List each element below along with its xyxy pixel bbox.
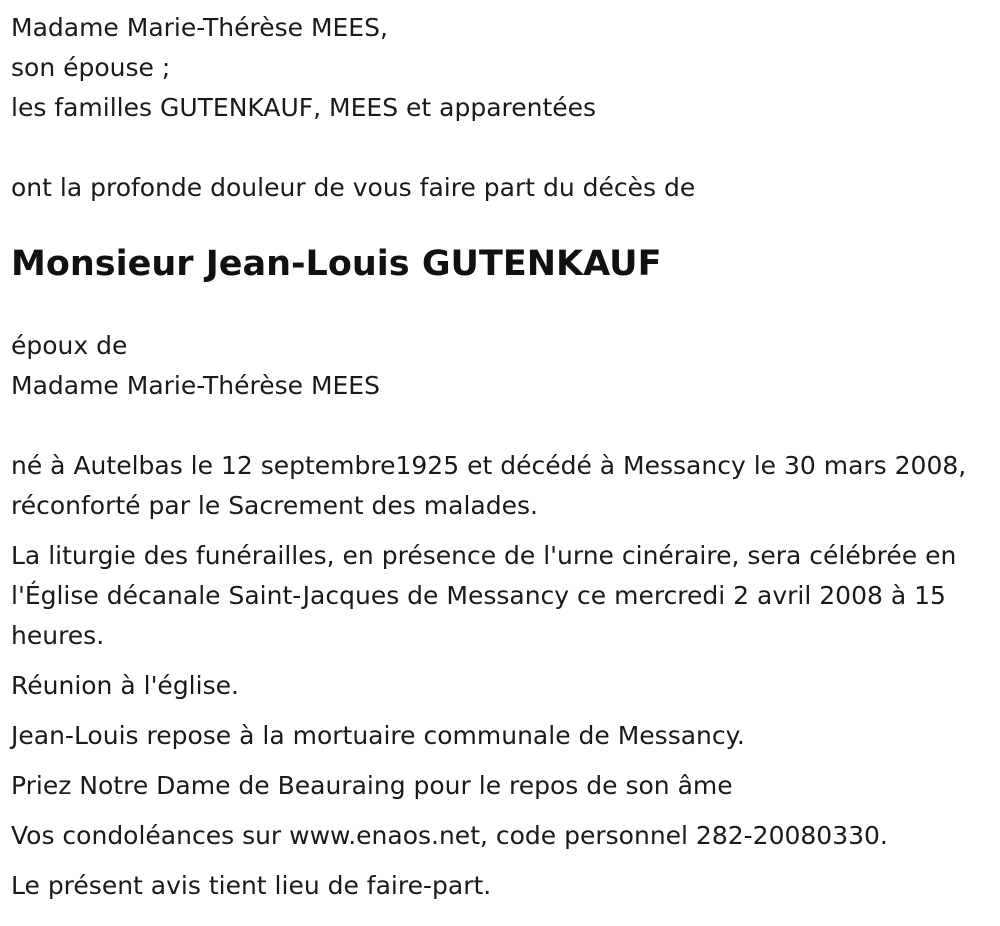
deceased-name: Monsieur Jean-Louis GUTENKAUF <box>11 244 662 284</box>
spouse-label: époux de <box>11 331 128 360</box>
prayer-paragraph: Priez Notre Dame de Beauraing pour le repos de son âme <box>11 771 733 800</box>
spacer <box>11 128 986 168</box>
spouse-name: Madame Marie-Thérèse MEES <box>11 371 380 400</box>
announcement-text: ont la profonde douleur de vous faire part du décès de <box>11 173 696 202</box>
birth-death-paragraph: né à Autelbas le 12 septembre1925 et décédé à Messancy le 30 mars 2008, réconforté par le Sacrement des malades. <box>11 451 967 520</box>
spacer <box>11 406 986 446</box>
liturgy-paragraph: La liturgie des funérailles, en présence de l'urne cinéraire, sera célébrée en l'Église décanale Saint-Jacques de Messancy ce mercredi 2 avril 2008 à 15 heures. <box>11 541 957 650</box>
rest-paragraph: Jean-Louis repose à la mortuaire communale de Messancy. <box>11 721 745 750</box>
spacer <box>11 208 986 242</box>
spacer <box>11 286 986 326</box>
header-line-families: les familles GUTENKAUF, MEES et apparentées <box>11 93 597 122</box>
header-line-relation: son épouse ; <box>11 53 171 82</box>
notice-paragraph: Le présent avis tient lieu de faire-part. <box>11 871 492 900</box>
meeting-paragraph: Réunion à l'église. <box>11 671 239 700</box>
condolences-paragraph: Vos condoléances sur www.enaos.net, code personnel 282-20080330. <box>11 821 888 850</box>
header-line-widow: Madame Marie-Thérèse MEES, <box>11 13 388 42</box>
